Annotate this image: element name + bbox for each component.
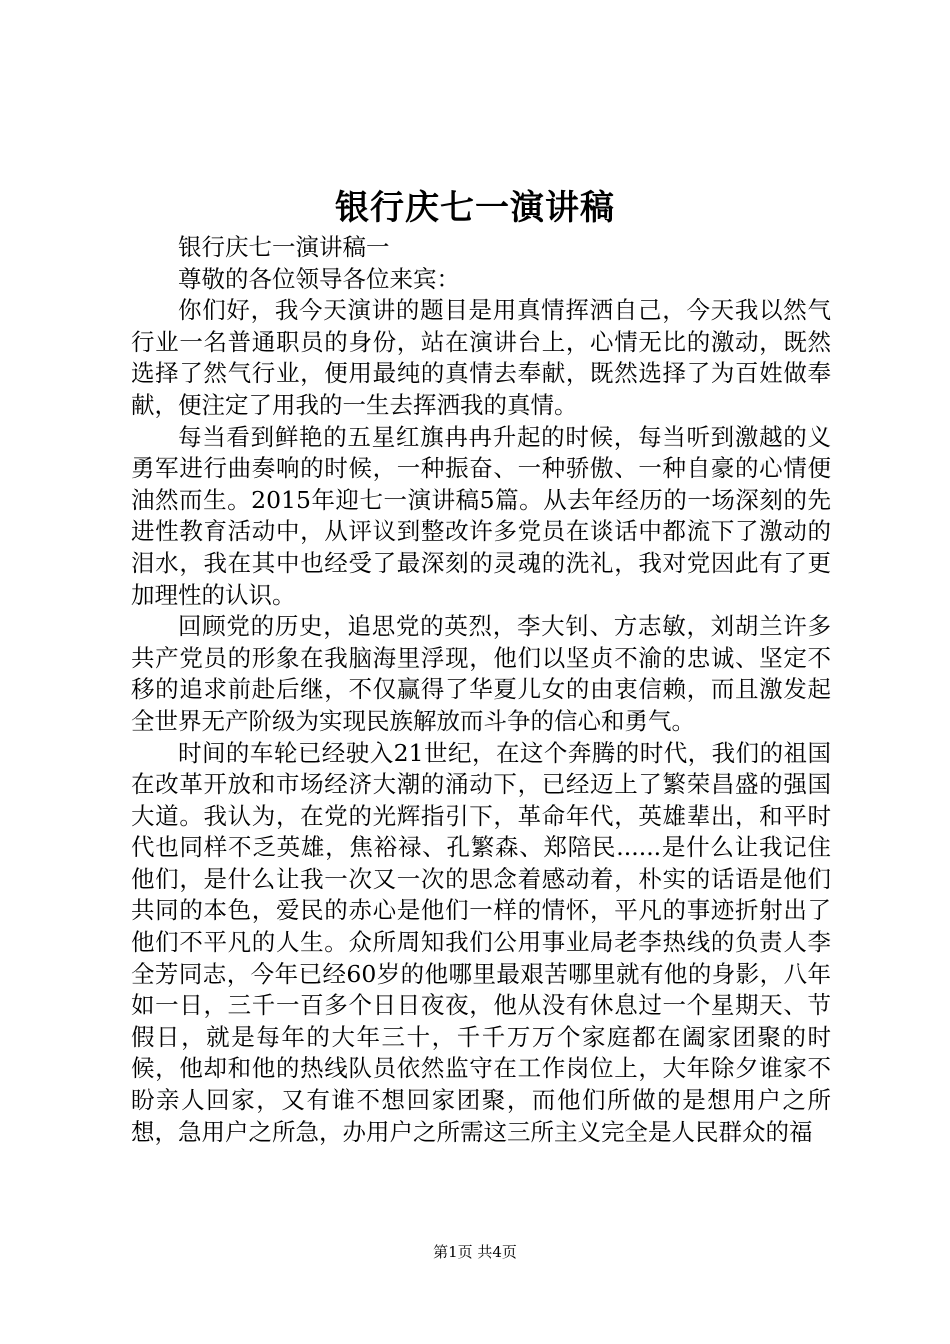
paragraph: 回顾党的历史，追思党的英烈，李大钊、方志敏，刘胡兰许多共产党员的形象在我脑海里浮现，他们以坚贞不渝的忠诚、坚定不移的追求前赴后继，不仅赢得了华夏儿女的由衷信赖，而且激发起全世界无产阶级为实现民族解放而斗争的信心和勇气。 xyxy=(131,612,831,735)
paragraph: 时间的车轮已经驶入21世纪，在这个奔腾的时代，我们的祖国在改革开放和市场经济大潮的涌动下，已经迈上了繁荣昌盛的强国大道。我认为，在党的光辉指引下，革命年代，英雄辈出，和平时代也同样不乏英雄，焦裕禄、孔繁森、郑陪民......是什么让我记住他们，是什么让我一次又一次的思念着感动着，朴实的话语是他们共同的本色，爱民的赤心是他们一样的情怀，平凡的事迹折射出了他们不平凡的人生。众所周知我们公用事业局老李热线的负责人李全芳同志，今年已经60岁的他哪里最艰苦哪里就有他的身影，八年如一日，三千一百多个日日夜夜，他从没有休息过一个星期天、节假日，就是每年的大年三十，千千万万个家庭都在阖家团聚的时候，他却和他的热线队员依然监守在工作岗位上，大年除夕谁家不盼亲人回家，又有谁不想回家团聚，而他们所做的是想用户之所想，急用户之所急，办用户之所需这三所主义完全是人民群众的福 xyxy=(131,738,831,1146)
paragraph: 你们好，我今天演讲的题目是用真情挥洒自己，今天我以然气行业一名普通职员的身份，站在演讲台上，心情无比的激动，既然选择了然气行业，便用最纯的真情去奉献，既然选择了为百姓做奉献，便注定了用我的一生去挥洒我的真情。 xyxy=(131,296,831,419)
paragraph-subtitle: 银行庆七一演讲稿一 xyxy=(178,233,390,261)
paragraph-salutation: 尊敬的各位领导各位来宾： xyxy=(178,264,460,293)
paragraph: 每当看到鲜艳的五星红旗冉冉升起的时候，每当听到激越的义勇军进行曲奏响的时候，一种振奋、一种骄傲、一种自豪的心情便油然而生。2015年迎七一演讲稿5篇。从去年经历的一场深刻的先进性教育活动中，从评议到整改许多党员在谈话中都流下了激动的泪水，我在其中也经受了最深刻的灵魂的洗礼，我对党因此有了更加理性的认识。 xyxy=(131,422,831,609)
document-title: 银行庆七一演讲稿 xyxy=(335,188,615,228)
page-number-footer: 第1页 共4页 xyxy=(433,1243,517,1261)
document-body xyxy=(131,232,831,1148)
